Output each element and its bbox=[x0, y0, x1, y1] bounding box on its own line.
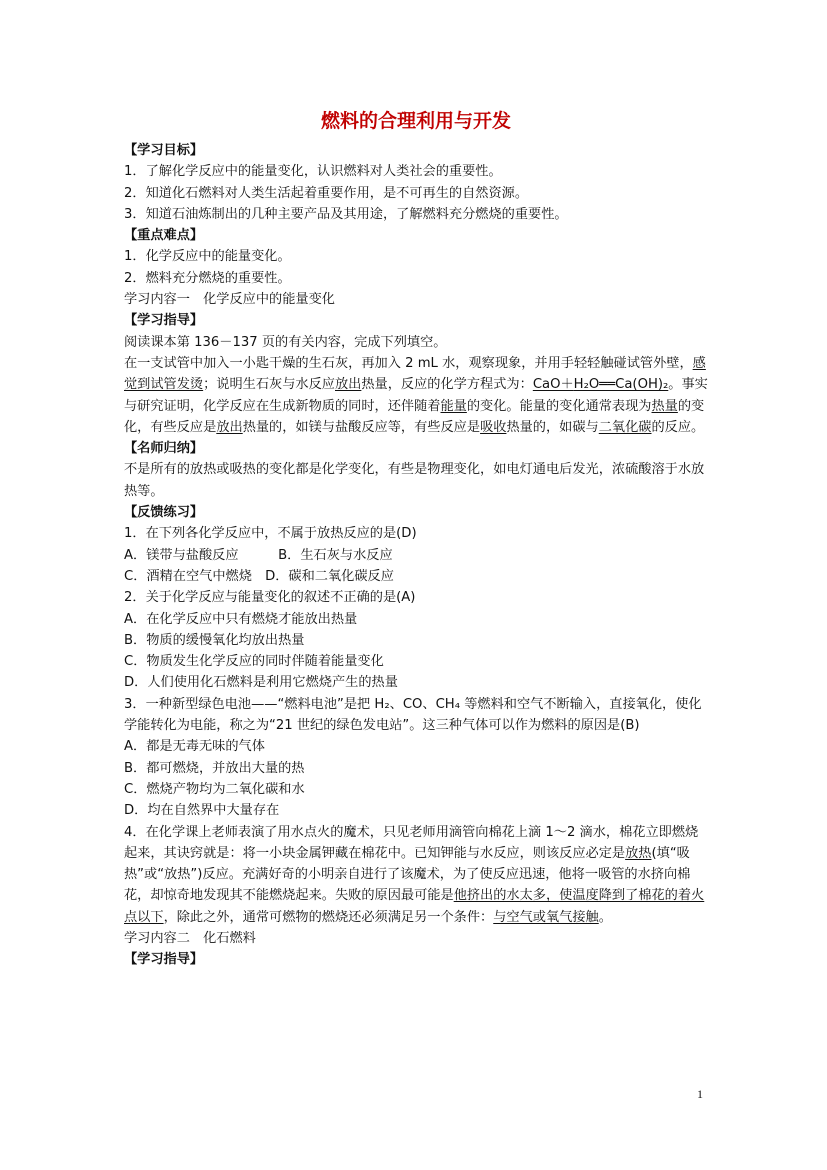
goal-item: 1．了解化学反应中的能量变化，认识燃料对人类社会的重要性。 bbox=[124, 164, 502, 180]
read-instruction: 阅读课本第 136－137 页的有关内容，完成下列填空。 bbox=[124, 334, 447, 350]
answer-equation: CaO＋ bbox=[532, 377, 574, 393]
section-header-guide-2: 【学习指导】 bbox=[124, 952, 204, 968]
text: 的反应。 bbox=[651, 419, 705, 435]
option-line: A．都是无毒无味的气体 bbox=[124, 739, 265, 755]
option-line: C．物质发生化学反应的同时伴随着能量变化 bbox=[124, 654, 384, 670]
answer-blank: 放出 bbox=[216, 419, 243, 435]
text: 热量的，如碳与 bbox=[506, 419, 599, 435]
question-text: ，除此之外，通常可燃物的燃烧还必须满足另一个条件： bbox=[163, 909, 494, 925]
answer-blank: 热量 bbox=[651, 398, 678, 414]
question-text: 1．在下列各化学反应中，不属于放热反应的是 bbox=[124, 526, 397, 542]
text: 的变化，有些反应是 bbox=[124, 398, 705, 435]
page-number: 1 bbox=[697, 1087, 703, 1101]
option-line: C．燃烧产物均为二氧化碳和水 bbox=[124, 781, 305, 797]
question-text: (填“吸热”或“放热”)反应。充满好奇的小明亲自进行了该魔术，为了使反应迅速，他将一吸管的水挤向棉花，却惊奇地发现其不能燃烧起来。失败的原因最可能是 bbox=[124, 845, 691, 904]
question-text: 。 bbox=[598, 909, 612, 925]
section-header-exercise: 【反馈练习】 bbox=[124, 505, 204, 521]
key-item: 1．化学反应中的能量变化。 bbox=[124, 249, 291, 265]
answer-equation: H₂O══Ca(OH)₂ bbox=[573, 377, 669, 393]
key-item: 2．燃料充分燃烧的重要性。 bbox=[124, 270, 291, 286]
option-line: D．均在自然界中大量存在 bbox=[124, 803, 280, 819]
option-line: D．人们使用化石燃料是利用它燃烧产生的热量 bbox=[124, 675, 398, 691]
goal-item: 2．知道化石燃料对人类生活起着重要作用，是不可再生的自然资源。 bbox=[124, 185, 529, 201]
paragraph-energy bbox=[124, 353, 708, 438]
section-header-guide: 【学习指导】 bbox=[124, 313, 204, 329]
answer-blank: 他挤出的水太多，使温度降到了棉花的着火点以下 bbox=[124, 888, 705, 925]
document-page bbox=[124, 108, 708, 971]
text: 热量，反应的化学方程式为： bbox=[361, 377, 533, 393]
option-line: A．在化学反应中只有燃烧才能放出热量 bbox=[124, 611, 358, 627]
section-header-goals: 【学习目标】 bbox=[124, 143, 204, 158]
answer-blank: 放热 bbox=[625, 845, 652, 861]
answer-blank: 感觉到试管发烫 bbox=[124, 355, 706, 393]
page-title: 燃料的合理利用与开发 bbox=[320, 110, 511, 132]
question-1 bbox=[124, 523, 708, 544]
question-answer: (A) bbox=[396, 590, 416, 606]
text: ；说明生石灰与水反应 bbox=[203, 377, 335, 393]
question-2 bbox=[124, 587, 708, 608]
option-line: A．镁带与盐酸反应 B．生石灰与水反应 bbox=[124, 547, 393, 563]
section-header-teacher: 【名师归纳】 bbox=[124, 441, 204, 457]
option-line: B．都可燃烧，并放出大量的热 bbox=[124, 760, 305, 776]
goal-item: 3．知道石油炼制出的几种主要产品及其用途，了解燃料充分燃烧的重要性。 bbox=[124, 206, 568, 222]
answer-blank: 二氧化碳 bbox=[598, 419, 652, 435]
question-answer: (D) bbox=[396, 526, 417, 542]
answer-blank: 与空气或氧气接触 bbox=[493, 909, 599, 925]
question-3 bbox=[124, 694, 708, 737]
question-text: 3．一种新型绿色电池——“燃料电池”是把 H₂、CO、CH₄ 等燃料和空气不断输入，直接氧化，使化学能转化为电能，称之为“21 世纪的绿色发电站”。这三种气体可以作为燃料的原因是 bbox=[124, 696, 702, 734]
question-text: 4．在化学课上老师表演了用水点火的魔术，只见老师用滴管向棉花上滴 1～2 滴水，棉花立即燃烧起来，其诀窍就是：将一小块金属钾藏在棉花中。已知钾能与水反应，则该反应必定是 bbox=[124, 824, 699, 861]
text: 热量的，如镁与盐酸反应等，有些反应是 bbox=[242, 419, 481, 435]
option-line: C．酒精在空气中燃烧 D．碳和二氧化碳反应 bbox=[124, 568, 394, 584]
answer-blank: 能量 bbox=[440, 398, 467, 414]
text: 的变化。能量的变化通常表现为 bbox=[466, 398, 652, 414]
answer-blank: 吸收 bbox=[480, 419, 507, 435]
text: 在一支试管中加入一小匙干燥的生石灰，再加入 2 mL 水，观察现象，并用手轻轻触碰试管外壁， bbox=[124, 355, 693, 371]
teacher-summary: 不是所有的放热或吸热的变化都是化学变化，有些是物理变化，如电灯通电后发光，浓硫酸溶于水放热等。 bbox=[124, 462, 705, 499]
question-4 bbox=[124, 822, 708, 928]
question-answer: (B) bbox=[620, 718, 640, 734]
content2-title: 学习内容二 化石燃料 bbox=[124, 930, 256, 946]
option-line: B．物质的缓慢氧化均放出热量 bbox=[124, 632, 305, 648]
text: 。事实与研究证明，化学反应在生成新物质的同时，还伴随着 bbox=[124, 377, 708, 414]
content1-title: 学习内容一 化学反应中的能量变化 bbox=[124, 292, 335, 308]
question-text: 2．关于化学反应与能量变化的叙述不正确的是 bbox=[124, 590, 397, 606]
answer-blank: 放出 bbox=[335, 377, 362, 393]
section-header-key: 【重点难点】 bbox=[124, 228, 204, 244]
